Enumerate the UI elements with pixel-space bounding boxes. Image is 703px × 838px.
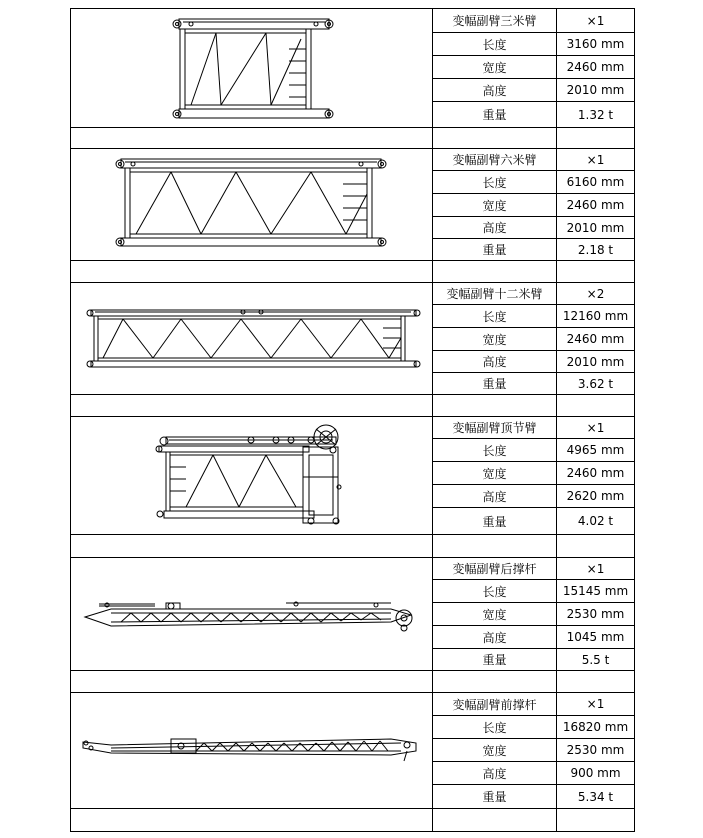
spec-value: 2530 mm bbox=[566, 607, 625, 621]
row-line bbox=[70, 127, 635, 128]
spec-value: 2010 mm bbox=[566, 220, 625, 235]
table-border-right bbox=[634, 8, 635, 832]
spec-label: 宽度 bbox=[482, 332, 507, 347]
top-jib-section-drawing bbox=[71, 417, 432, 534]
twelve-meter-jib-drawing bbox=[71, 283, 432, 394]
spec-value: 2530 mm bbox=[566, 743, 625, 757]
spec-label: 宽度 bbox=[482, 607, 507, 622]
spec-label: 重量 bbox=[482, 377, 507, 391]
spec-value: 2460 mm bbox=[566, 332, 625, 346]
spec-label: 宽度 bbox=[482, 198, 507, 213]
row-line bbox=[70, 260, 635, 261]
spec-label: 宽度 bbox=[482, 743, 507, 758]
spec-value: 2460 mm bbox=[566, 198, 625, 212]
component-name: 变幅副臂六米臂 bbox=[452, 153, 537, 167]
component-name: 变幅副臂顶节臂 bbox=[452, 421, 537, 435]
component-quantity: ×2 bbox=[586, 286, 605, 301]
spec-label: 高度 bbox=[482, 221, 507, 235]
spec-value: 12160 mm bbox=[562, 309, 629, 323]
spec-label: 长度 bbox=[482, 584, 507, 599]
table-border-bottom bbox=[70, 831, 635, 832]
spec-value: 6160 mm bbox=[566, 175, 625, 189]
component-name: 变幅副臂十二米臂 bbox=[446, 287, 543, 301]
spec-value: 5.5 t bbox=[581, 652, 610, 667]
spec-label: 高度 bbox=[482, 630, 507, 645]
spec-value: 2620 mm bbox=[566, 489, 625, 503]
row-line bbox=[70, 394, 635, 395]
spec-value: 4.02 t bbox=[577, 514, 614, 528]
spec-label: 长度 bbox=[482, 175, 507, 190]
component-quantity: ×1 bbox=[586, 13, 605, 28]
three-meter-jib-drawing bbox=[71, 9, 432, 127]
spec-label: 重量 bbox=[482, 653, 507, 667]
spec-value: 2460 mm bbox=[566, 466, 625, 480]
row-line bbox=[70, 534, 635, 535]
spec-value: 1.32 t bbox=[577, 107, 614, 122]
component-quantity: ×1 bbox=[586, 152, 605, 167]
spec-value: 15145 mm bbox=[562, 584, 629, 598]
spec-value: 2.18 t bbox=[577, 242, 614, 257]
spec-value: 5.34 t bbox=[577, 789, 614, 804]
component-name: 变幅副臂后撑杆 bbox=[452, 562, 537, 576]
spec-label: 高度 bbox=[482, 355, 507, 369]
spec-value: 900 mm bbox=[570, 766, 621, 780]
component-name: 变幅副臂前撑杆 bbox=[452, 697, 537, 712]
front-strut-drawing bbox=[71, 693, 432, 808]
spec-label: 宽度 bbox=[482, 60, 507, 75]
row-line bbox=[70, 670, 635, 671]
component-quantity: ×1 bbox=[586, 561, 605, 576]
spec-value: 2460 mm bbox=[566, 60, 625, 74]
component-quantity: ×1 bbox=[586, 420, 605, 435]
spec-label: 重量 bbox=[482, 514, 507, 529]
spec-label: 重量 bbox=[482, 790, 507, 804]
six-meter-jib-drawing bbox=[71, 149, 432, 260]
rear-strut-drawing bbox=[71, 558, 432, 670]
spec-label: 高度 bbox=[482, 489, 507, 504]
spec-label: 长度 bbox=[482, 720, 507, 735]
spec-label: 长度 bbox=[482, 309, 507, 324]
spec-value: 3.62 t bbox=[577, 376, 614, 391]
spec-value: 16820 mm bbox=[562, 720, 629, 734]
component-name: 变幅副臂三米臂 bbox=[452, 14, 537, 28]
spec-value: 2010 mm bbox=[566, 354, 625, 369]
spec-value: 2010 mm bbox=[566, 83, 625, 97]
spec-value: 3160 mm bbox=[566, 37, 625, 51]
spec-label: 高度 bbox=[482, 83, 507, 98]
spec-value: 1045 mm bbox=[566, 630, 625, 644]
spec-label: 长度 bbox=[482, 443, 507, 458]
spec-value: 4965 mm bbox=[566, 443, 625, 457]
row-line bbox=[70, 808, 635, 809]
spec-label: 重量 bbox=[482, 243, 507, 257]
spec-label: 长度 bbox=[482, 37, 507, 52]
spec-label: 高度 bbox=[482, 766, 507, 781]
spec-label: 宽度 bbox=[482, 466, 507, 481]
spec-label: 重量 bbox=[482, 108, 507, 122]
component-quantity: ×1 bbox=[586, 697, 605, 711]
